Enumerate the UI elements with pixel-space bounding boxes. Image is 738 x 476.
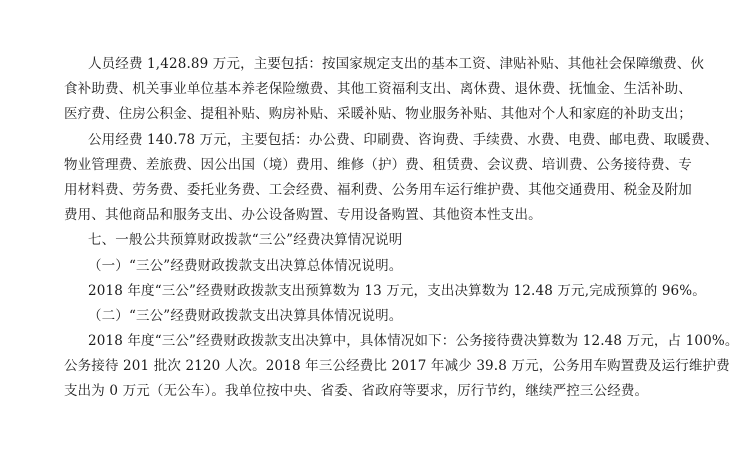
paragraph-personnel-expense-line-1: 人员经费 1,428.89 万元，主要包括：按国家规定支出的基本工资、津贴补贴、其他社会保障缴费、伙 — [88, 56, 705, 72]
paragraph-details-line-3: 支出为 0 万元（无公车）。我单位按中央、省委、省政府等要求，厉行节约，继续严控三公经费。 — [64, 383, 649, 400]
paragraph-details-line-1: 2018 年度“三公”经费财政拨款支出决算中，具体情况如下：公务接待费决算数为 12.48 万元，占 100%。 — [88, 333, 738, 350]
paragraph-details-line-2: 公务接待 201 批次 2120 人次。2018 年三公经费比 2017 年减少 39.8 万元，公务用车购置费及运行维护费 — [64, 358, 730, 375]
paragraph-budget-summary: 2018 年度“三公”经费财政拨款支出预算数为 13 万元，支出决算数为 12.48 万元,完成预算的 96%。 — [88, 282, 706, 299]
paragraph-public-expense-line-2: 物业管理费、差旅费、因公出国（境）费用、维修（护）费、租赁费、会议费、培训费、公务接待费、专 — [64, 156, 692, 173]
section-heading-seven: 七、一般公共预算财政拨款“三公”经费决算情况说明 — [88, 232, 403, 249]
paragraph-personnel-expense-line-3: 医疗费、住房公积金、提租补贴、购房补贴、采暖补贴、物业服务补贴、其他对个人和家庭的补助支出； — [64, 106, 692, 123]
subheading-one: （一）“三公”经费财政拨款支出决算总体情况说明。 — [88, 257, 403, 274]
subheading-two: （二）“三公”经费财政拨款支出决算具体情况说明。 — [88, 307, 403, 324]
document-body — [64, 52, 738, 405]
paragraph-public-expense-line-1: 公用经费 140.78 万元，主要包括：办公费、印刷费、咨询费、手续费、水费、电费、邮电费、取暖费、 — [88, 131, 719, 148]
paragraph-personnel-expense-line-2: 食补助费、机关事业单位基本养老保险缴费、其他工资福利支出、离休费、退休费、抚恤金、生活补助、 — [64, 81, 692, 98]
paragraph-public-expense-line-3: 用材料费、劳务费、委托业务费、工会经费、福利费、公务用车运行维护费、其他交通费用、税金及附加 — [64, 181, 692, 198]
paragraph-public-expense-line-4: 费用、其他商品和服务支出、办公设备购置、专用设备购置、其他资本性支出。 — [64, 207, 542, 224]
